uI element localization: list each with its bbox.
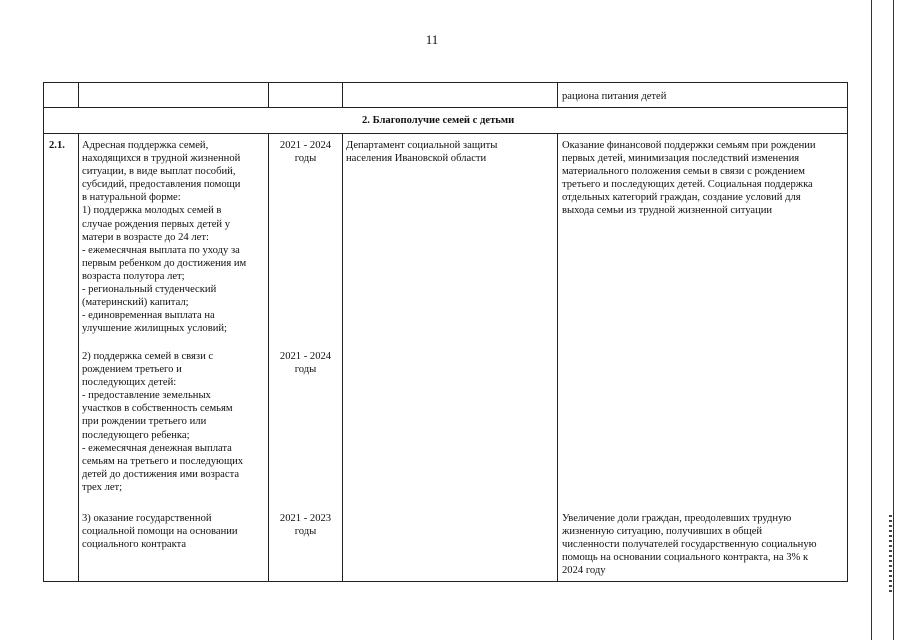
- col-divider: [43, 82, 44, 582]
- table-border-top: [43, 82, 848, 83]
- scan-edge-line: [871, 0, 872, 640]
- col-divider: [78, 133, 79, 582]
- col-divider: [78, 82, 79, 108]
- col-divider: [847, 82, 848, 582]
- result-cell: Оказание финансовой поддержки семьям при рождении первых детей, минимизация последствий изменения материального положения семьи в связи с рождением третьего и последующих детей. Социальная поддержка отдельных категорий граждан, создание условий для выхода семьи из трудной жизненной ситуации: [562, 140, 816, 217]
- row-divider: [43, 107, 848, 108]
- col-divider: [557, 133, 558, 582]
- row-number: 2.1.: [49, 140, 65, 151]
- col-divider: [268, 82, 269, 108]
- scan-artifact: [889, 515, 892, 595]
- measure-cell: Адресная поддержка семей, находящихся в трудной жизненной ситуации, в виде выплат пособий, субсидий, предоставления помощи в натуральной форме: 1) поддержка молодых семей в случае рождения первых детей у матери в возрасте до 24 лет: - ежемесячная выплата по уходу за первым ребенком до достижения им возраста полутора лет; - региональный студенческий (материнский) капитал; - единовременная выплата на улучшение жилищных условий;: [82, 140, 247, 335]
- col-divider: [342, 82, 343, 108]
- section-heading: 2. Благополучие семей с детьми: [362, 115, 515, 126]
- row-divider: [43, 133, 848, 134]
- scan-edge-line: [893, 0, 894, 640]
- continued-result-cell: рациона питания детей: [562, 91, 667, 102]
- col-divider: [557, 82, 558, 108]
- period-cell: 2021 - 2024 годы: [279, 140, 332, 165]
- period-cell: 2021 - 2024 годы: [279, 351, 332, 376]
- executor-cell: Департамент социальной защиты населения Ивановской области: [346, 140, 498, 165]
- measure-cell: 3) оказание государственной социальной помощи на основании социального контракта: [82, 513, 238, 551]
- result-cell: Увеличение доли граждан, преодолевших трудную жизненную ситуацию, получивших в общей численности получателей государственную социальную помощь на основании социального контракта, на 3% к 2024 году: [562, 513, 817, 577]
- table-border-bottom: [43, 581, 848, 582]
- page-number: 11: [425, 32, 439, 47]
- measure-cell: 2) поддержка семей в связи с рождением третьего и последующих детей: - предоставление земельных участков в собственность семьям при рождении третьего или последующего ребенка; - ежемесячная денежная выплата семьям на третьего и последующих детей до достижения ими возраста трех лет;: [82, 351, 244, 493]
- period-cell: 2021 - 2023 годы: [279, 513, 332, 538]
